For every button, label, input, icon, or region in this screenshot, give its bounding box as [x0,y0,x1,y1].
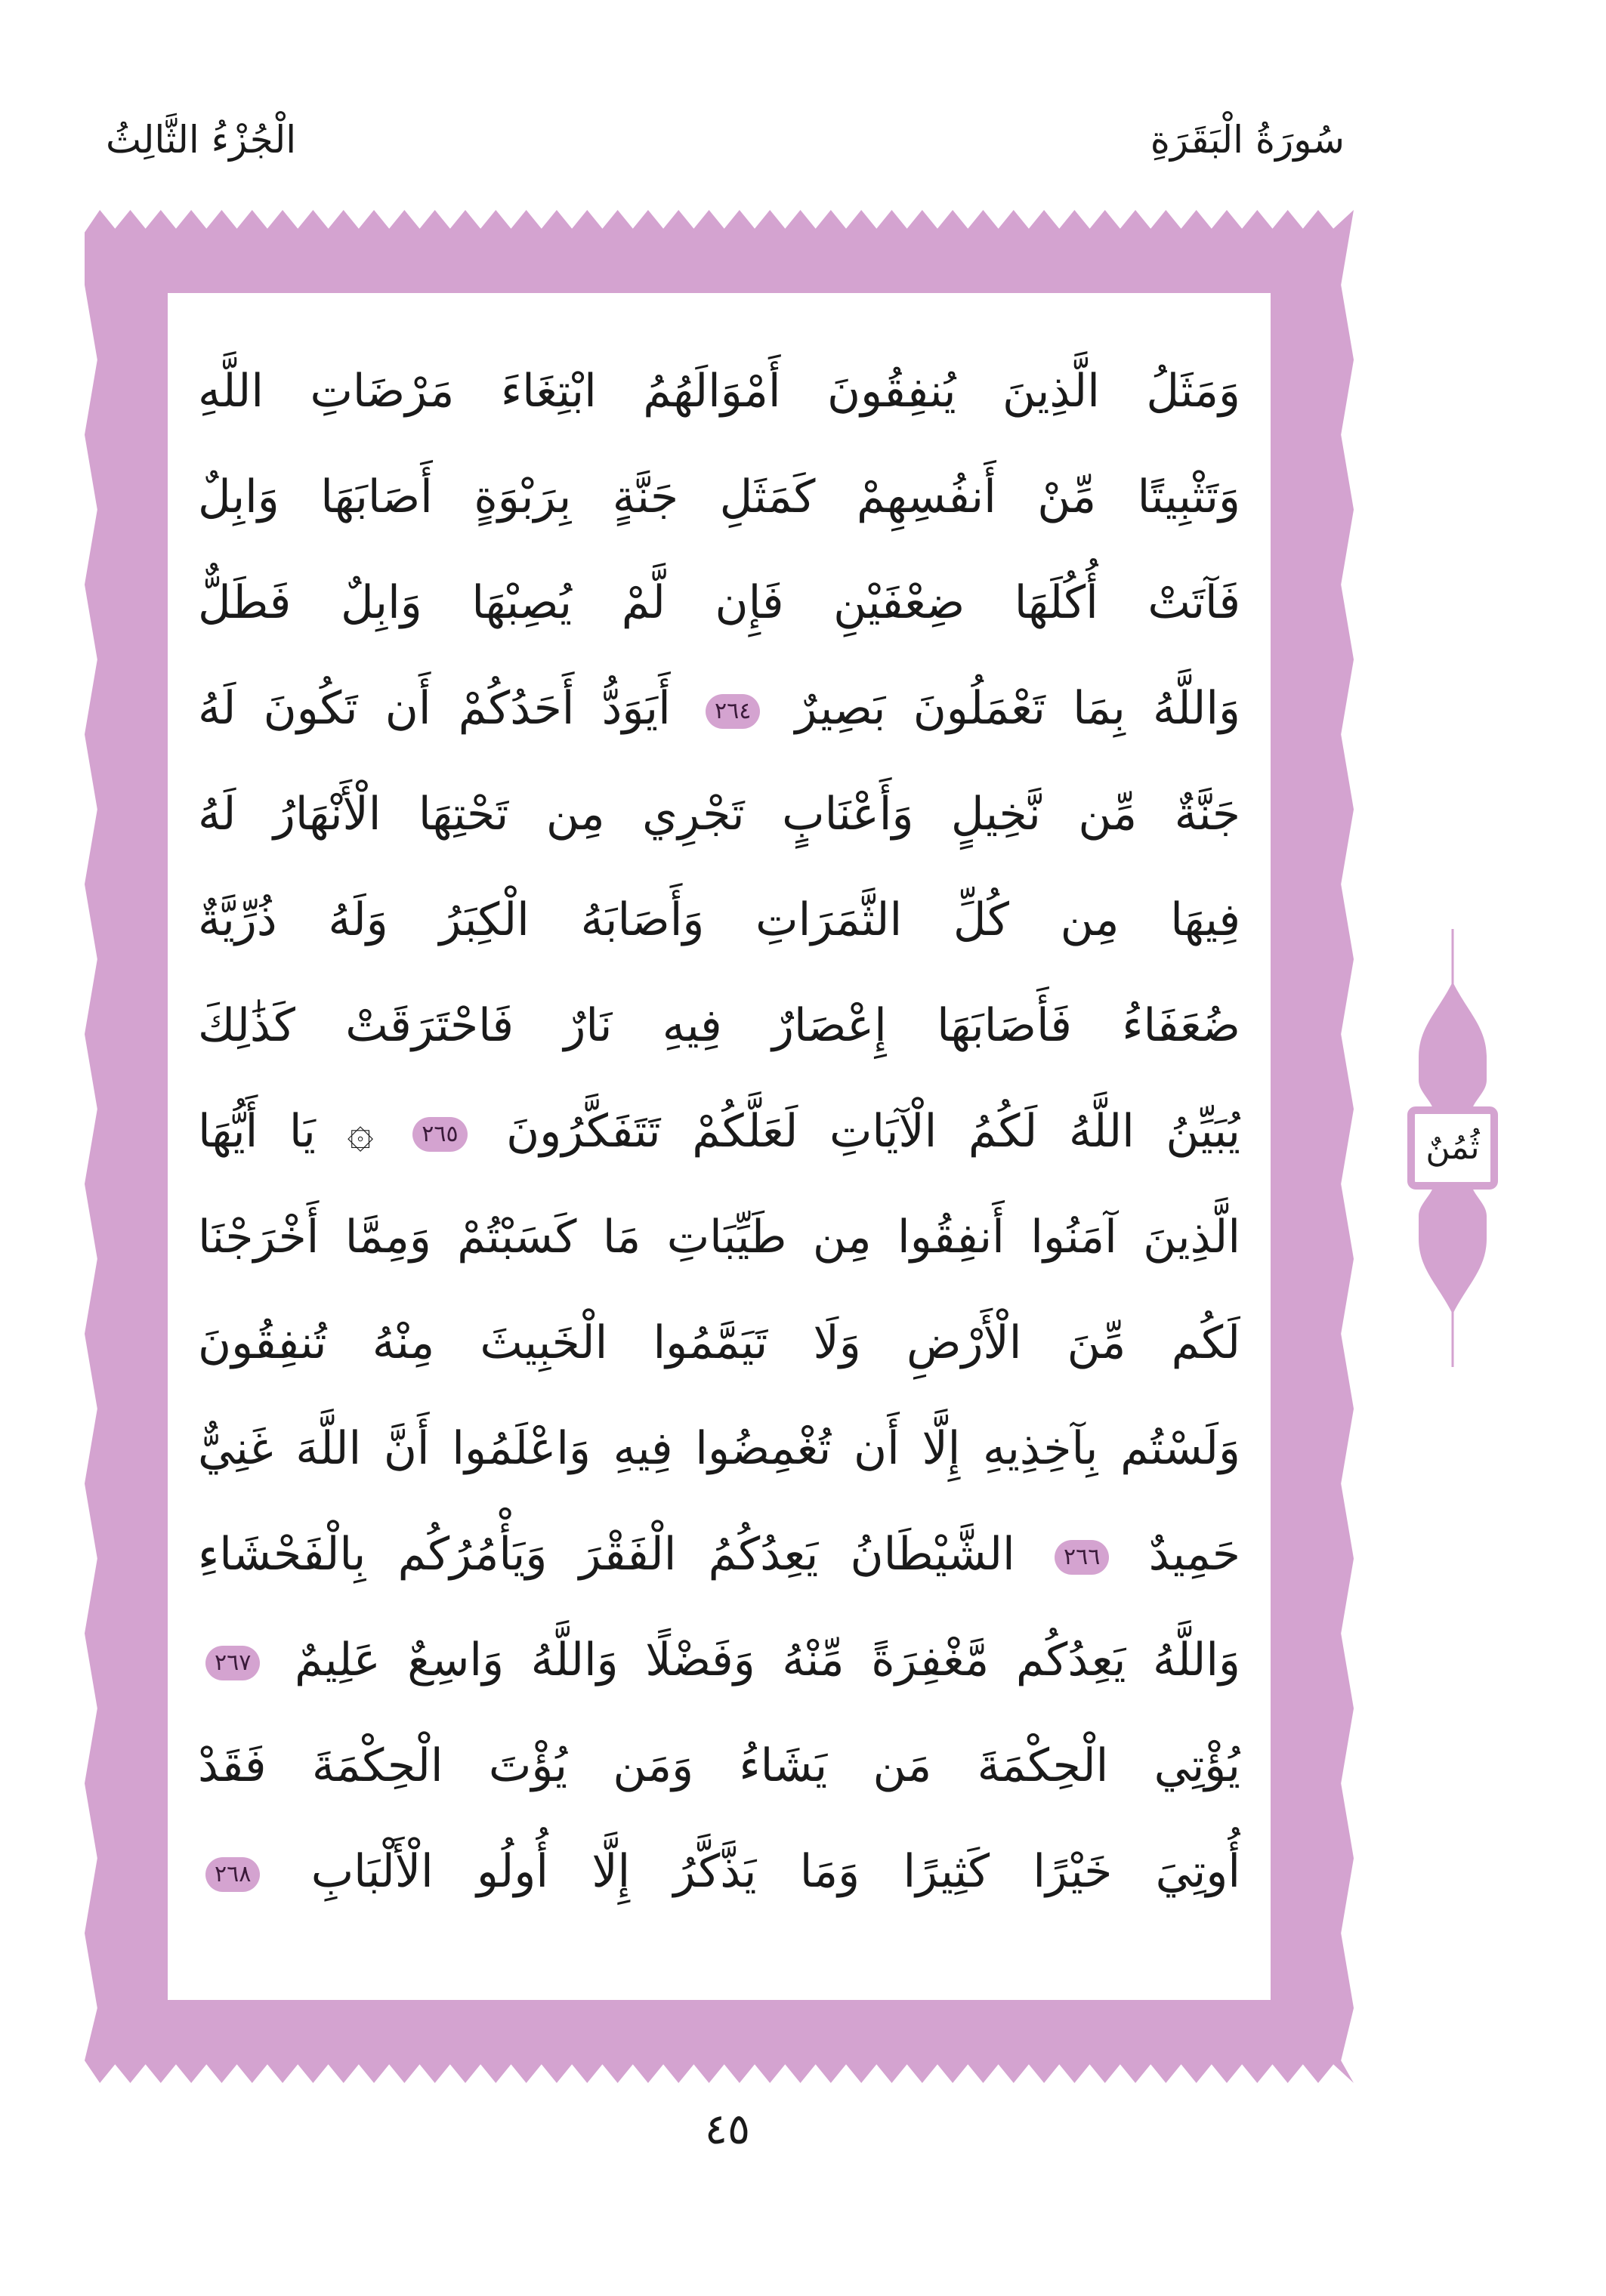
ayah-number-marker: ٢٦٧ [205,1646,260,1680]
side-ornament [1396,929,1509,1367]
ayah-number-marker: ٢٦٥ [412,1117,467,1152]
text-panel [168,293,1271,2000]
verse-line-11 [198,1396,1240,1501]
verse-text: ۞ يَا أَيُّهَا [198,1105,374,1158]
verse-line-6 [198,867,1240,973]
verse-text: وَاللَّهُ يَعِدُكُم مَّغْفِرَةً مِّنْهُ وَفَضْلًا وَاللَّهُ وَاسِعٌ عَلِيمٌ [294,1634,1240,1687]
verse-line-8 [198,1079,1240,1184]
verse-line-9 [198,1184,1240,1290]
juz-title: الْجُزْءُ الثَّالِثُ [106,118,297,162]
verse-text: جَنَّةٌ مِّن نَّخِيلٍ وَأَعْنَابٍ تَجْرِي مِن تَحْتِهَا الْأَنْهَارُ لَهُ [198,788,1240,841]
verse-line-2 [198,444,1240,550]
verse-text: حَمِيدٌ [1148,1528,1240,1581]
verse-text: يُؤْتِي الْحِكْمَةَ مَن يَشَاءُ وَمَن يُؤْتَ الْحِكْمَةَ فَقَدْ [198,1739,1240,1792]
verse-text: ضُعَفَاءُ فَأَصَابَهَا إِعْصَارٌ فِيهِ نَارٌ فَاحْتَرَقَتْ كَذَٰلِكَ [198,999,1240,1052]
hizb-quarter-label: ثُمُنٌ [1425,1128,1480,1167]
verse-text: فَآتَتْ أُكُلَهَا ضِعْفَيْنِ فَإِن لَّمْ يُصِبْهَا وَابِلٌ فَطَلٌّ [198,576,1240,629]
verse-line-12 [198,1501,1240,1607]
ayah-number-marker: ٢٦٨ [205,1857,260,1892]
verse-line-15 [198,1819,1240,1924]
surah-title: سُورَةُ الْبَقَرَةِ [1150,118,1345,162]
verse-text: الَّذِينَ آمَنُوا أَنفِقُوا مِن طَيِّبَاتِ مَا كَسَبْتُمْ وَمِمَّا أَخْرَجْنَا [198,1211,1240,1264]
verse-line-4 [198,656,1240,761]
verse-line-1 [198,338,1240,444]
page-number: ٤٥ [704,2105,751,2154]
ayah-number-marker: ٢٦٦ [1055,1540,1109,1575]
verse-text: وَلَسْتُم بِآخِذِيهِ إِلَّا أَن تُغْمِضُوا فِيهِ وَاعْلَمُوا أَنَّ اللَّهَ غَنِيٌّ [198,1422,1240,1475]
verse-line-14 [198,1713,1240,1819]
verse-text: أُوتِيَ خَيْرًا كَثِيرًا وَمَا يَذَّكَّرُ إِلَّا أُولُو الْأَلْبَابِ [310,1845,1240,1898]
verse-line-3 [198,550,1240,656]
verse-line-13 [198,1607,1240,1713]
ayah-number-marker: ٢٦٤ [706,694,760,729]
verse-text: يُبَيِّنُ اللَّهُ لَكُمُ الْآيَاتِ لَعَلَّكُمْ تَتَفَكَّرُونَ [506,1105,1240,1158]
verse-text: وَتَثْبِيتًا مِّنْ أَنفُسِهِمْ كَمَثَلِ جَنَّةٍ بِرَبْوَةٍ أَصَابَهَا وَابِلٌ [198,471,1240,523]
verse-lines [198,338,1240,1924]
verse-text: أَيَوَدُّ أَحَدُكُمْ أَن تَكُونَ لَهُ [198,682,671,735]
verse-text: لَكُم مِّنَ الْأَرْضِ وَلَا تَيَمَّمُوا الْخَبِيثَ مِنْهُ تُنفِقُونَ [198,1316,1240,1369]
verse-text: فِيهَا مِن كُلِّ الثَّمَرَاتِ وَأَصَابَهُ الْكِبَرُ وَلَهُ ذُرِّيَّةٌ [198,893,1240,946]
verse-line-5 [198,761,1240,867]
verse-text: وَاللَّهُ بِمَا تَعْمَلُونَ بَصِيرٌ [795,682,1240,735]
verse-text: وَمَثَلُ الَّذِينَ يُنفِقُونَ أَمْوَالَهُمُ ابْتِغَاءَ مَرْضَاتِ اللَّهِ [198,365,1240,418]
verse-text: الشَّيْطَانُ يَعِدُكُمُ الْفَقْرَ وَيَأْمُرُكُم بِالْفَحْشَاءِ [198,1528,1015,1581]
verse-line-7 [198,973,1240,1079]
verse-line-10 [198,1290,1240,1396]
